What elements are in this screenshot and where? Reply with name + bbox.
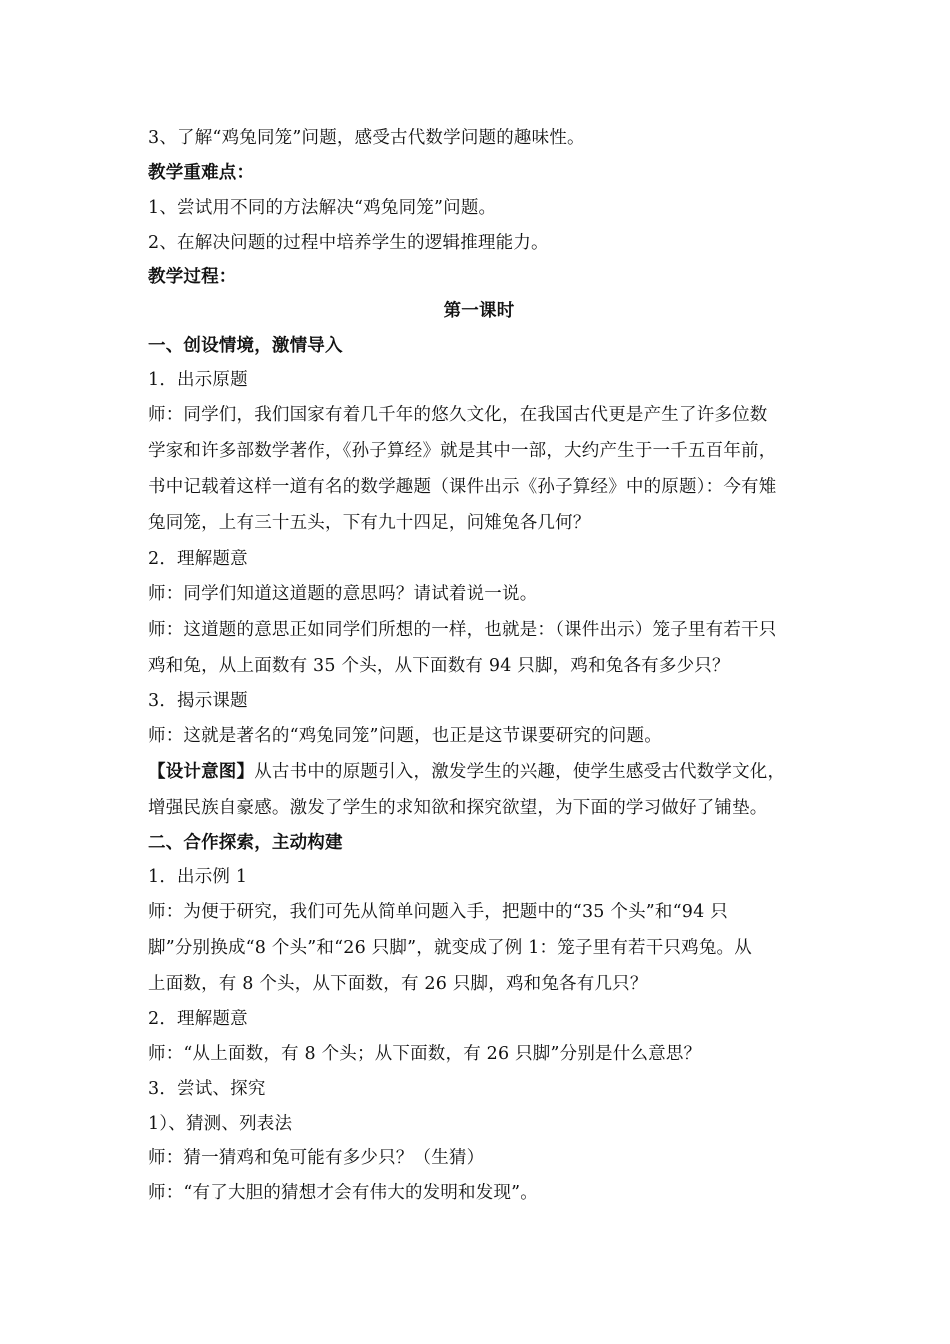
objective-3: 3、了解“鸡兔同笼”问题，感受古代数学问题的趣味性。 bbox=[148, 128, 585, 148]
step-example-1: 1．出示例 1 bbox=[148, 867, 248, 887]
design-intent-label: 【设计意图】 bbox=[148, 762, 255, 782]
paragraph-line: 书中记载着这样一道有名的数学趣题（课件出示《孙子算经》中的原题）：今有雉 bbox=[148, 477, 777, 497]
step-try-explore: 3．尝试、探究 bbox=[148, 1079, 266, 1099]
paragraph-line: 兔同笼，上有三十五头，下有九十四足，问雉兔各几何？ bbox=[148, 513, 591, 533]
paragraph-line: 脚”分别换成“8 个头”和“26 只脚”，就变成了例 1：笼子里有若干只鸡兔。从 bbox=[148, 938, 752, 958]
paragraph-line: 学家和许多部数学著作，《孙子算经》就是其中一部，大约产生于一千五百年前， bbox=[148, 441, 777, 461]
section-2-heading: 二、合作探索，主动构建 bbox=[148, 833, 343, 853]
paragraph-line: 师：同学们，我们国家有着几千年的悠久文化，在我国古代更是产生了许多位数 bbox=[148, 405, 768, 425]
paragraph-line: 鸡和兔，从上面数有 35 个头，从下面数有 94 只脚，鸡和兔各有多少只？ bbox=[148, 656, 730, 676]
step-show-problem: 1．出示原题 bbox=[148, 370, 248, 390]
step-reveal-topic: 3．揭示课题 bbox=[148, 691, 248, 711]
lesson-title: 第一课时 bbox=[443, 301, 515, 321]
paragraph-line: 增强民族自豪感。激发了学生的求知欲和探究欲望，为下面的学习做好了铺垫。 bbox=[148, 798, 768, 818]
method-guess-table: 1）、猜测、列表法 bbox=[148, 1114, 293, 1134]
paragraph-line: 师：同学们知道这道题的意思吗？请试着说一说。 bbox=[148, 584, 538, 604]
heading-teaching-process: 教学过程： bbox=[148, 267, 237, 287]
paragraph-line: 师：“有了大胆的猜想才会有伟大的发明和发现”。 bbox=[148, 1183, 538, 1203]
paragraph-line: 师：这就是著名的“鸡兔同笼”问题，也正是这节课要研究的问题。 bbox=[148, 726, 662, 746]
paragraph-line: 上面数，有 8 个头，从下面数，有 26 只脚，鸡和兔各有几只？ bbox=[148, 974, 648, 994]
design-intent-text: 从古书中的原题引入，激发学生的兴趣，使学生感受古代数学文化， bbox=[254, 762, 786, 782]
step-understand-2: 2．理解题意 bbox=[148, 1009, 248, 1029]
paragraph-line: 师：猜一猜鸡和兔可能有多少只？（生猜） bbox=[148, 1148, 485, 1168]
design-intent-line bbox=[148, 760, 810, 784]
heading-key-difficulties: 教学重难点： bbox=[148, 163, 255, 183]
section-1-heading: 一、创设情境，激情导入 bbox=[148, 336, 343, 356]
paragraph-line: 师：为便于研究，我们可先从简单问题入手，把题中的“35 个头”和“94 只 bbox=[148, 902, 728, 922]
paragraph-line: 师：“从上面数，有 8 个头；从下面数，有 26 只脚”分别是什么意思？ bbox=[148, 1044, 702, 1064]
step-understand: 2．理解题意 bbox=[148, 549, 248, 569]
difficulty-1: 1、尝试用不同的方法解决“鸡兔同笼”问题。 bbox=[148, 198, 497, 218]
paragraph-line: 师：这道题的意思正如同学们所想的一样，也就是：（课件出示）笼子里有若干只 bbox=[148, 620, 777, 640]
difficulty-2: 2、在解决问题的过程中培养学生的逻辑推理能力。 bbox=[148, 233, 549, 253]
